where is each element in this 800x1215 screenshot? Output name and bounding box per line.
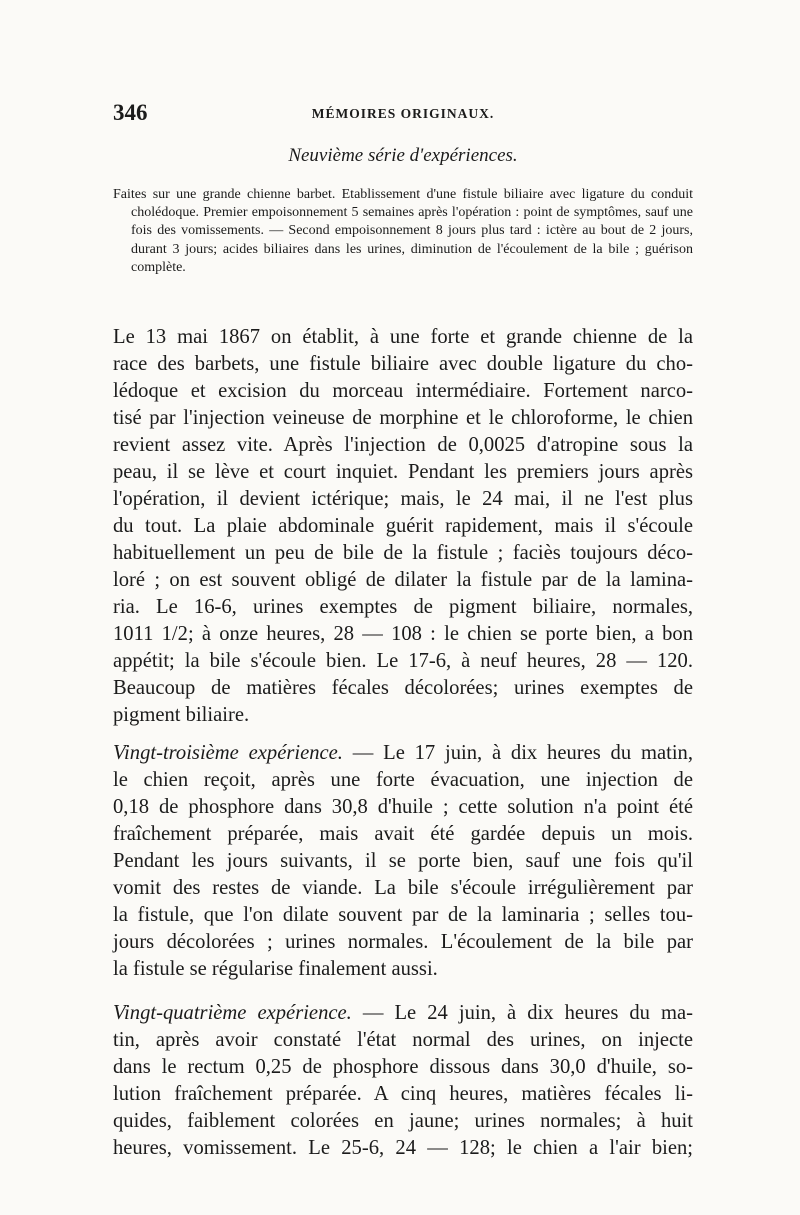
text-fragment: — Le 17 juin, à dix heures du matin, (342, 742, 693, 764)
paragraph-1 (113, 324, 693, 729)
text-line: race des barbets, une fistule biliaire avec double ligature du cho- (113, 353, 693, 375)
text-line: la fistule, que l'on dilate souvent par de la laminaria ; selles tou- (113, 904, 693, 926)
text-line: lédoque et excision du morceau intermédiaire. Fortement narco- (113, 380, 693, 402)
text-line: loré ; on est souvent obligé de dilater la fistule par de la lamina- (113, 569, 693, 591)
text-line: dans le rectum 0,25 de phosphore dissous dans 30,0 d'huile, so- (113, 1056, 693, 1078)
text-line (113, 740, 693, 767)
text-line: quides, faiblement colorées en jaune; urines normales; à huit (113, 1110, 693, 1132)
text-line: pigment biliaire. (113, 704, 250, 726)
text-line: le chien reçoit, après une forte évacuation, une injection de (113, 769, 693, 791)
paragraph-2 (113, 740, 693, 983)
paragraph-3 (113, 1000, 693, 1162)
text-line: 0,18 de phosphore dans 30,8 d'huile ; cette solution n'a point été (113, 796, 693, 818)
text-line: peau, il se lève et court inquiet. Pendant les premiers jours après (113, 461, 693, 483)
text-line: 1011 1/2; à onze heures, 28 — 108 : le chien se porte bien, a bon (113, 623, 693, 645)
experiment-label: Vingt-quatrième expérience. (113, 1002, 352, 1024)
text-line: du tout. La plaie abdominale guérit rapidement, mais il s'écoule (113, 515, 693, 537)
text-line: vomit des restes de viande. La bile s'écoule irrégulièrement par (113, 877, 693, 899)
text-line: Pendant les jours suivants, il se porte bien, sauf une fois qu'il (113, 850, 693, 872)
text-line: la fistule se régularise finalement aussi. (113, 958, 438, 980)
text-line: l'opération, il devient ictérique; mais, le 24 mai, il ne l'est plus (113, 488, 693, 510)
text-line: jours décolorées ; urines normales. L'écoulement de la bile par (113, 931, 693, 953)
running-head (113, 100, 693, 130)
text-fragment: — Le 24 juin, à dix heures du ma- (351, 1002, 693, 1024)
experiment-label: Vingt-troisième expérience. (113, 742, 343, 764)
text-line: habituellement un peu de bile de la fistule ; faciès toujours déco- (113, 542, 693, 564)
text-line: tin, après avoir constaté l'état normal des urines, on injecte (113, 1029, 693, 1051)
text-line: ria. Le 16-6, urines exemptes de pigment biliaire, normales, (113, 596, 693, 618)
text-line: heures, vomissement. Le 25-6, 24 — 128; le chien a l'air bien; (113, 1137, 693, 1159)
running-title: MÉMOIRES ORIGINAUX. (311, 106, 495, 121)
text-line: Le 13 mai 1867 on établit, à une forte et grande chienne de la (113, 326, 693, 348)
experiment-summary: Faites sur une grande chienne barbet. Etablissement d'une fistule biliaire avec ligature du conduit cholédoque. Premier empoisonnement 5 semaines après l'opération : point de symptômes, sauf une fois des vomissements. — Second empoisonnement 8 jours plus tard : ictère au bout de 2 jours, durant 3 jours; acides biliaires dans les urines, diminution de l'écoulement de la bile ; guérison complète. (113, 187, 693, 275)
section-title: Neuvième série d'expériences. (288, 145, 518, 166)
text-line: lution fraîchement préparée. A cinq heures, matières fécales li- (113, 1083, 693, 1105)
text-line (113, 1000, 693, 1027)
text-line: Beaucoup de matières fécales décolorées; urines exemptes de (113, 677, 693, 699)
text-line: revient assez vite. Après l'injection de 0,0025 d'atropine sous la (113, 434, 693, 456)
text-line: tisé par l'injection veineuse de morphine et le chloroforme, le chien (113, 407, 693, 429)
text-line: appétit; la bile s'écoule bien. Le 17-6, à neuf heures, 28 — 120. (113, 650, 693, 672)
page-number: 346 (113, 100, 148, 125)
text-line: fraîchement préparée, mais avait été gardée depuis un mois. (113, 823, 693, 845)
